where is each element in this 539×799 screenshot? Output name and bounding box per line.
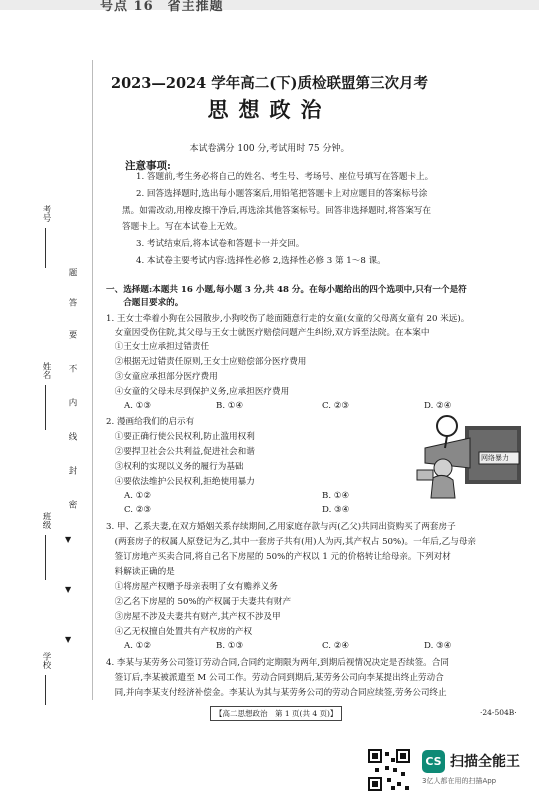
seal-char: 线 bbox=[67, 432, 77, 441]
notes-line: 1. 答题前,考生务必将自己的姓名、考生号、考场号、座位号填写在答题卡上。 bbox=[136, 172, 434, 182]
cartoon-caption: 网络暴力 bbox=[481, 454, 509, 462]
q3-option-c: C. ②④ bbox=[322, 641, 350, 651]
q1-option-a: A. ①③ bbox=[124, 401, 152, 411]
qr-code-icon bbox=[367, 748, 411, 792]
seal-triangle-icon: ▼ bbox=[65, 535, 73, 544]
seal-char: 内 bbox=[67, 398, 77, 407]
q1-statement: ②根据无过错责任原则,王女士应赔偿部分医疗费用 bbox=[106, 357, 307, 367]
q2-statement: ②要捍卫社会公共利益,促进社会和谐 bbox=[106, 447, 255, 457]
camscanner-logo-icon: CS bbox=[422, 750, 445, 773]
q3-option-b: B. ①③ bbox=[216, 641, 244, 651]
side-label-name: 姓名 bbox=[41, 362, 51, 379]
q3-stem-line: (两套房子的权属人原登记为乙,其中一套房子共有(用)人为丙,其产权占 50%)。一年后,乙与母亲 bbox=[106, 537, 477, 547]
q3-statement: ②乙名下房屋的 50%的产权属于夫妻共有财产 bbox=[106, 597, 292, 607]
seal-triangle-icon: ▼ bbox=[65, 635, 73, 644]
q3-stem-line: 签订房地产买卖合同,将自己名下房屋的 50%的产权以 1 元的价格转让给母亲。下列对材 bbox=[106, 552, 451, 562]
subject-title: 思想政治 bbox=[207, 97, 332, 122]
notes-line: 黑。如需改动,用橡皮擦干净后,再选涂其他答案标号。回答非选择题时,将答案写在 bbox=[122, 206, 431, 216]
notes-line: 2. 回答选择题时,选出每小题答案后,用铅笔把答题卡上对应题目的答案标号涂 bbox=[136, 189, 428, 199]
top-band bbox=[0, 0, 539, 10]
q3-statement: ④乙无权擅自处置共有产权房的产权 bbox=[106, 627, 253, 637]
q2-option-a: A. ①② bbox=[124, 491, 152, 501]
seal-char: 密 bbox=[67, 500, 77, 509]
scanner-tagline: 3亿人都在用的扫描App bbox=[422, 777, 497, 785]
seal-char: 题 bbox=[67, 268, 77, 277]
side-underline bbox=[45, 535, 46, 580]
side-label-school: 学校 bbox=[41, 652, 51, 669]
q1-option-c: C. ②③ bbox=[322, 401, 350, 411]
seal-char: 答 bbox=[67, 298, 77, 307]
q2-option-d: D. ③④ bbox=[322, 505, 350, 515]
scanner-app-name: 扫描全能王 bbox=[450, 754, 520, 770]
q1-stem-line: 女童因受伤住院,其父母与王女士就医疗赔偿问题产生纠纷,双方诉至法院。在本案中 bbox=[106, 328, 430, 338]
q2-option-b: B. ①④ bbox=[322, 491, 350, 501]
q4-stem-line: 签订后,李某被派遣至 M 公司工作。劳动合同到期后,某劳务公司向李某提出终止劳动合 bbox=[106, 673, 444, 683]
exam-title: 2023—2024 学年高二(下)质检联盟第三次月考 bbox=[111, 75, 428, 92]
top-cut-text: 号点 16 省主推题 bbox=[100, 0, 224, 14]
q1-statement: ④女童的父母未尽到保护义务,应承担医疗费用 bbox=[106, 387, 290, 397]
notes-heading: 注意事项: bbox=[125, 160, 171, 172]
notes-line: 答题卡上。写在本试卷上无效。 bbox=[122, 222, 243, 232]
seal-triangle-icon: ▼ bbox=[65, 585, 73, 594]
side-label-class: 班级 bbox=[41, 512, 51, 529]
exam-meta: 本试卷满分 100 分,考试用时 75 分钟。 bbox=[189, 144, 350, 154]
page-footer: 【高二思想政治 第 1 页(共 4 页)】 bbox=[210, 706, 342, 721]
q1-option-d: D. ②④ bbox=[424, 401, 452, 411]
q4-stem-line: 同,并向李某支付经济补偿金。李某认为其与某劳务公司的劳动合同应续签,劳务公司终止 bbox=[106, 688, 447, 698]
q1-statement: ①王女士应承担过错责任 bbox=[106, 342, 210, 352]
q1-option-b: B. ①④ bbox=[216, 401, 244, 411]
q2-statement: ④要依法维护公民权利,拒绝使用暴力 bbox=[106, 477, 255, 487]
side-underline bbox=[45, 675, 46, 705]
q3-statement: ①将房屋产权赠予母亲表明了女有赡养义务 bbox=[106, 582, 278, 592]
side-underline bbox=[45, 385, 46, 430]
q1-stem-line: 1. 王女士牵着小狗在公园散步,小狗咬伤了趁面随意行走的女童(女童的父母离女童有 20 米远)。 bbox=[106, 314, 470, 324]
q3-stem-line: 料解读正确的是 bbox=[106, 567, 175, 577]
binding-line bbox=[92, 60, 93, 700]
seal-char: 要 bbox=[67, 330, 77, 339]
q2-cartoon bbox=[415, 408, 523, 500]
q3-option-d: D. ③④ bbox=[424, 641, 452, 651]
q3-option-a: A. ①② bbox=[124, 641, 152, 651]
notes-line: 4. 本试卷主要考试内容:选择性必修 2,选择性必修 3 第 1～8 课。 bbox=[136, 256, 386, 266]
q2-option-c: C. ②③ bbox=[124, 505, 152, 515]
seal-char: 封 bbox=[67, 466, 77, 475]
section-heading-cont: 合题目要求的。 bbox=[106, 298, 184, 308]
q2-statement: ①要正确行使公民权利,防止滥用权利 bbox=[106, 432, 255, 442]
seal-char: 不 bbox=[67, 364, 77, 373]
notes-line: 3. 考试结束后,将本试卷和答题卡一并交回。 bbox=[136, 239, 305, 249]
section-heading: 一、选择题:本题共 16 小题,每小题 3 分,共 48 分。在每小题给出的四个选项中,只有一个是符 bbox=[106, 285, 467, 295]
q2-stem-line: 2. 漫画给我们的启示有 bbox=[106, 417, 195, 427]
q4-stem-line: 4. 李某与某劳务公司签订劳动合同,合同约定期限为两年,到期后视情况决定是否续签。合同 bbox=[106, 658, 449, 668]
side-label-exam-number: 考号 bbox=[41, 205, 51, 222]
side-underline bbox=[45, 228, 46, 268]
q2-statement: ③权利的实现以义务的履行为基础 bbox=[106, 462, 244, 472]
q3-stem-line: 3. 甲、乙系夫妻,在双方婚姻关系存续期间,乙用家庭存款与丙(乙父)共同出资购买了两套房子 bbox=[106, 522, 456, 532]
paper-code: ·24-504B· bbox=[480, 708, 517, 717]
q1-statement: ③女童应承担部分医疗费用 bbox=[106, 372, 218, 382]
q3-statement: ③房屋不涉及夫妻共有财产,其产权不涉及甲 bbox=[106, 612, 281, 622]
